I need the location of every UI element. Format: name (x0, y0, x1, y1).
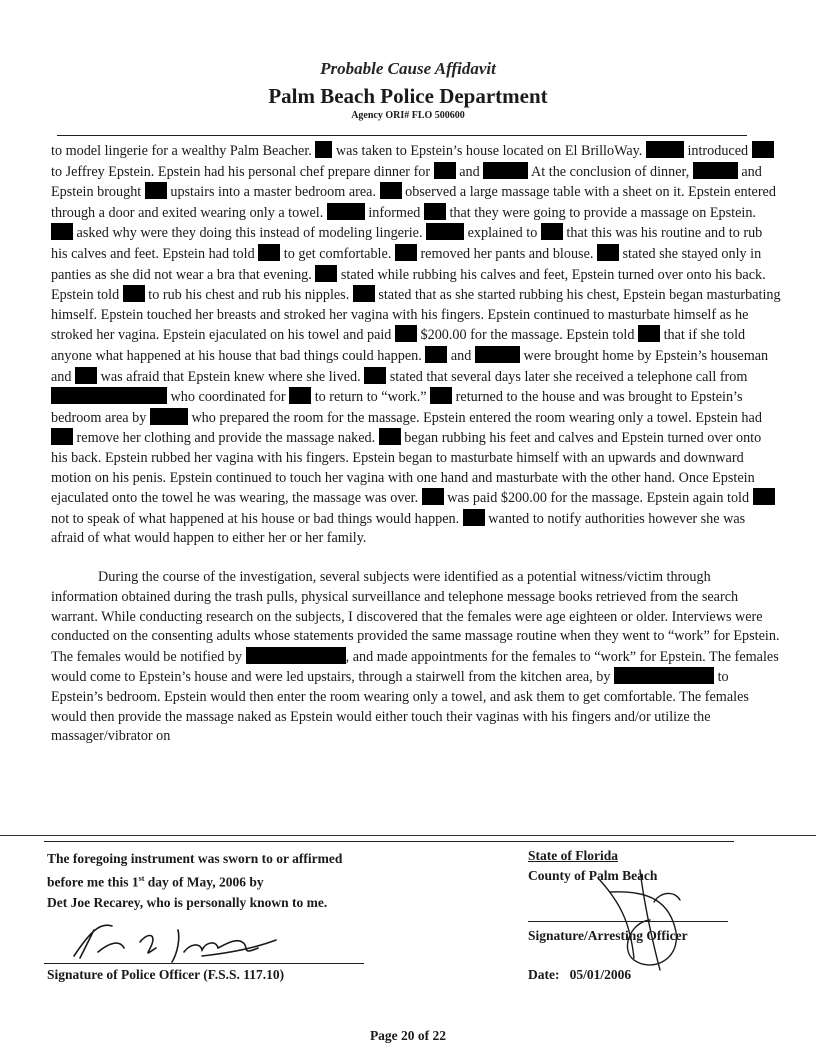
redaction-block (424, 203, 446, 220)
redaction-block (315, 141, 332, 158)
date-field (528, 967, 631, 983)
redaction-block (75, 367, 97, 384)
redaction-block (425, 346, 447, 363)
redaction-block (258, 244, 280, 261)
redaction-block (422, 488, 444, 505)
redaction-block (289, 387, 311, 404)
redaction-block (753, 488, 775, 505)
redaction-block (51, 387, 167, 404)
redaction-block (426, 223, 464, 240)
header-divider (57, 135, 747, 136)
redaction-block (395, 325, 417, 342)
redaction-block (463, 509, 485, 526)
redaction-block (364, 367, 386, 384)
redaction-block (597, 244, 619, 261)
officer-signature-line (528, 921, 728, 922)
footer-divider-inner (44, 841, 734, 842)
state-label: State of Florida (528, 848, 618, 863)
redaction-block (246, 647, 346, 664)
redaction-block (693, 162, 738, 179)
document-title: Probable Cause Affidavit (320, 59, 496, 78)
redaction-block (434, 162, 456, 179)
redaction-block (51, 428, 73, 445)
footer-divider-outer (0, 835, 816, 836)
narrative-paragraph-2: During the course of the investigation, several subjects were identified as a potential witness/victim through information obtained during the trash pulls, physical surveillance and telephone message books retrieved from the search warrant. While conducting research on the subjects, I discovered that the females were age eighteen or older. Interviews were conducted on the consenting adults whose statements provided the same massage routine when they went to “work” for Epstein. The females would be notified by , and made appointments for the females to “work” for Epstein. The females would come to Epstein’s house and were led upstairs, through a stairwell from the kitchen area, by to Epstein’s bedroom. Epstein would then enter the room wearing only a towel, and ask them to get comfortable. The females would then provide the massage naked as Epstein would either touch their vaginas with his fingers and/or utilize the massager/vibrator on (51, 569, 780, 745)
redaction-block (150, 408, 188, 425)
redaction-block (638, 325, 660, 342)
affidavit-body (51, 141, 781, 747)
officer-signature (590, 862, 700, 982)
notary-signature-line (44, 963, 364, 964)
redaction-block (379, 428, 401, 445)
redaction-block (395, 244, 417, 261)
redaction-block (123, 285, 145, 302)
agency-ori: Agency ORI# FLO 500600 (351, 110, 465, 121)
redaction-block (145, 182, 167, 199)
page-number: Page 20 of 22 (369, 1028, 447, 1043)
narrative-paragraph-1: to model lingerie for a wealthy Palm Beacher. was taken to Epstein’s house located on El BrilloWay. introduced to Jeffrey Epstein. Epstein had his personal chef prepare dinner for and At the conclusion of dinner, and Epstein brought upstairs into a master bedroom area. observed a large massage table with a sheet on it. Epstein entered through a door and exited wearing only a towel. informed that they were going to provide a massage on Epstein. asked why were they doing this instead of modeling lingerie. explained to that this was his routine and to rub his calves and feet. Epstein had told to get comfortable. removed her pants and blouse. stated she stayed only in panties as she did not wear a bra that evening. stated while rubbing his calves and feet, Epstein turned over onto his back. Epstein told to rub his chest and rub his nipples. stated that as she started rubbing his chest, Epstein began masturbating himself. Epstein touched her breasts and stroked her vagina with his fingers. Epstein continued to masturbate himself as he stroked her vagina. Epstein ejaculated on his towel and paid $200.00 for the massage. Epstein told that if she told anyone what happened at his house that bad things could happen. and were brought home by Epstein’s houseman and was afraid that Epstein knew where she lived. stated that several days later she received a telephone call from who coordinated for to return to “work.” returned to the house and was brought to Epstein’s bedroom area by who prepared the room for the massage. Epstein entered the room wearing only a towel. Epstein had remove her clothing and provide the massage naked. began rubbing his feet and calves and Epstein turned over onto his back. Epstein rubbed her vagina with his fingers. Epstein began to masturbate himself with an upwards and downward motion on his penis. Epstein continued to touch her vagina with one hand and masturbate with the other hand. Once Epstein ejaculated onto the towel he was wearing, the massage was over. was paid $200.00 for the massage. Epstein again told not to speak of what happened at his house or bad things would happen. wanted to notify authorities however she was afraid of what would happen to either her or her family. (51, 143, 781, 547)
redaction-block (315, 265, 337, 282)
officer-signature-label: Signature/Arresting Officer (528, 928, 688, 943)
sworn-statement: The foregoing instrument was sworn to or affirmed before me this 1st day of May, 2006 by Det Joe Recarey, who is personally known to me. (47, 851, 343, 910)
redaction-block (475, 346, 520, 363)
redaction-block (483, 162, 528, 179)
redaction-block (51, 223, 73, 240)
redaction-block (646, 141, 684, 158)
department-name: Palm Beach Police Department (268, 84, 548, 108)
county-label: County of Palm Beach (528, 868, 658, 883)
notary-signature (60, 912, 290, 968)
date-value: 05/01/2006 (569, 967, 632, 982)
date-label: Date: (528, 967, 560, 982)
redaction-block (752, 141, 774, 158)
redaction-block (327, 203, 365, 220)
redaction-block (541, 223, 563, 240)
redaction-block (614, 667, 714, 684)
notary-signature-label: Signature of Police Officer (F.S.S. 117.10) (47, 967, 285, 982)
redaction-block (353, 285, 375, 302)
redaction-block (430, 387, 452, 404)
redaction-block (380, 182, 402, 199)
